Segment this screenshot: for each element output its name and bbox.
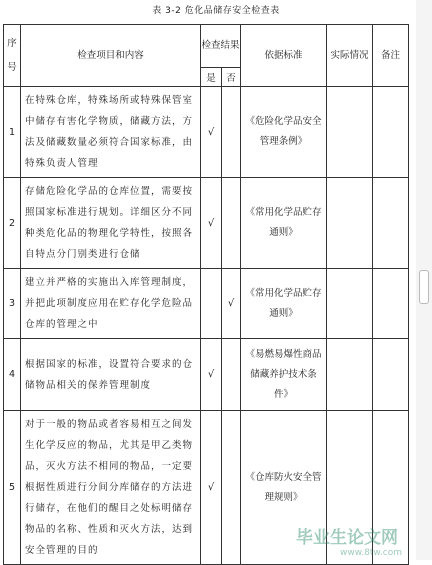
row-standard: 《危险化学品安全管理条例》 xyxy=(241,87,327,178)
vertical-scrollbar[interactable] xyxy=(416,0,432,560)
row-note xyxy=(373,339,409,411)
header-yes: 是 xyxy=(201,68,222,87)
header-standard: 依据标准 xyxy=(241,25,327,87)
row-no-mark xyxy=(222,339,241,411)
row-yes-mark: √ xyxy=(201,339,222,411)
row-standard: 《常用化学品贮存通则》 xyxy=(241,178,327,269)
row-seq: 1 xyxy=(4,87,21,178)
row-item: 建立并严格的实施出入库管理制度，并把此项制度应用在贮存化学危险品仓库的管理之中 xyxy=(21,269,201,339)
header-row xyxy=(4,25,409,68)
row-yes-mark: √ xyxy=(201,411,222,565)
row-no-mark xyxy=(222,411,241,565)
header-no: 否 xyxy=(222,68,241,87)
row-yes-mark xyxy=(201,269,222,339)
row-item: 根据国家的标准，设置符合要求的仓储物品相关的保养管理制度 xyxy=(21,339,201,411)
row-yes-mark: √ xyxy=(201,87,222,178)
header-seq: 序号 xyxy=(4,25,21,87)
header-actual: 实际情况 xyxy=(327,25,373,87)
row-note xyxy=(373,87,409,178)
row-actual xyxy=(327,87,373,178)
row-seq: 5 xyxy=(4,411,21,565)
safety-inspection-table xyxy=(3,24,409,565)
scrollbar-thumb[interactable] xyxy=(419,270,429,304)
table-row xyxy=(4,269,409,339)
row-standard: 《易燃易爆性商品储藏养护技术条件》 xyxy=(241,339,327,411)
header-item: 检查项目和内容 xyxy=(21,25,201,87)
row-no-mark xyxy=(222,178,241,269)
header-result: 检查结果 xyxy=(201,25,241,68)
row-no-mark xyxy=(222,87,241,178)
row-seq: 4 xyxy=(4,339,21,411)
row-actual xyxy=(327,269,373,339)
header-note: 备注 xyxy=(373,25,409,87)
row-actual xyxy=(327,178,373,269)
table-row xyxy=(4,87,409,178)
site-watermark-url: www.8tw.com xyxy=(340,548,402,558)
table-row xyxy=(4,339,409,411)
row-standard: 《仓库防火安全管理规则》 xyxy=(241,411,327,565)
site-watermark: 毕业生论文网 xyxy=(296,528,398,548)
row-standard: 《常用化学品贮存通则》 xyxy=(241,269,327,339)
row-item: 对于一般的物品或者容易相互之间发生化学反应的物品，尤其是甲乙类物品，灭火方法不相同的物品，一定要根据性质进行分间分库储存的方法进行储存，在他们的醒目之处标明储存物品的名称、性质和灭火方法，达到安全管理的目的 xyxy=(21,411,201,565)
row-item: 在特殊仓库，特殊场所或特殊保管室中储存有害化学物质，储藏方法，方法及储藏数量必须符合国家标准，由特殊负责人管理 xyxy=(21,87,201,178)
row-item: 存储危险化学品的仓库位置，需要按照国家标准进行规划。详细区分不同种类危化品的物理化学特性，按照各自特点分门别类进行仓储 xyxy=(21,178,201,269)
row-seq: 2 xyxy=(4,178,21,269)
row-actual xyxy=(327,339,373,411)
row-seq: 3 xyxy=(4,269,21,339)
row-yes-mark: √ xyxy=(201,178,222,269)
row-no-mark: √ xyxy=(222,269,241,339)
table-caption: 表 3-2 危化品储存安全检查表 xyxy=(152,6,280,16)
table-row xyxy=(4,178,409,269)
row-note xyxy=(373,269,409,339)
row-note xyxy=(373,178,409,269)
